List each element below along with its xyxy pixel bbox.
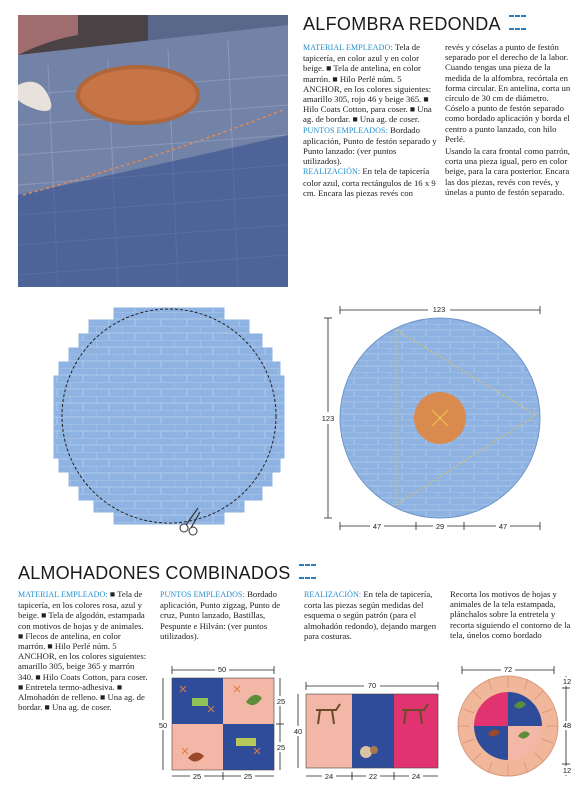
rectangle-cushion-diagram <box>292 680 448 782</box>
dim-top: 50 <box>217 665 227 674</box>
section1-title: ALFOMBRA REDONDA <box>303 14 527 35</box>
material-label: MATERIAL EMPLEADO: <box>303 43 393 52</box>
col2-paragraph2: Usando la cara frontal como patrón, corta una pieza igual, pero en color beige, para la cara posterior. Encara las dos piezas, revés con revés, y únelas a punto de festón separado. <box>445 146 570 197</box>
puntos-label: PUNTOS EMPLEADOS: <box>303 125 388 135</box>
section1-text-col2 <box>445 42 573 197</box>
section2-text-col1 <box>18 589 148 712</box>
dim-left: 50 <box>158 721 168 730</box>
realizacion-text: En tela de tapicería, corta las piezas según medidas del esquema o según patrón (para el almohadón redondo), dejando margen para costuras. <box>304 589 437 641</box>
dim-top: 123 <box>432 305 446 314</box>
col4-text: Recorta los motivos de hojas y animales de la tela estampada, plánchalos sobre la entretela y recorta siguiendo el contorno de la tela, únelos como bordado <box>450 589 571 640</box>
section2-title: ALMOHADONES COMBINADOS <box>18 563 317 584</box>
dim-right-bottom: 12 <box>562 766 572 775</box>
dim-right-bottom: 25 <box>276 743 286 752</box>
puntos-text: Bordado aplicación, Punto de festón separado y Punto lanzado: (ver puntos utilizados). <box>303 124 437 167</box>
dim-right-top: 12 <box>562 677 572 686</box>
dim-bottom-center: 29 <box>435 522 445 531</box>
dim-bottom-left: 25 <box>192 772 202 781</box>
material-text: ■ Tela de tapicería, en los colores rosa, azul y beige. ■ Tela de algodón, estampada con motivos de hojas y de animales. ■ Flecos de antelina, en color marrón. ■ Hilo Perlé núm. 5 ANCHOR, en los colores siguientes: amarillo 305, beige 365 y marrón 340. ■ Hilo Coats Cotton, para coser. ■ Entretela termo-adhesiva. ■ Almohadón de relleno. ■ Una ag. de bordar. ■ Una ag. de coser. <box>18 589 148 713</box>
dim-bottom-left: 47 <box>372 522 382 531</box>
round-cushion-diagram <box>448 664 576 782</box>
dim-bottom-right: 25 <box>243 772 253 781</box>
col2-paragraph1: revés y cóselas a punto de festón separado por el derecho de la labor. Cuando tengas una pieza de la medida de la alfombra, recórtala en forma circular. En antelina, corta un círculo de 30 cm de diámetro. Cóselo a punto de festón separado como bordado aplicación y borda el centro a punto lanzado, con hilo Perlé. <box>445 42 571 144</box>
realizacion-label: REALIZACIÓN: <box>304 590 362 599</box>
dim-top: 72 <box>503 665 513 674</box>
section2-text-col3 <box>304 589 438 641</box>
thread-spools-icon <box>509 14 527 34</box>
dim-top: 70 <box>367 681 377 690</box>
thread-spools-icon <box>299 563 317 583</box>
realizacion-text: En tela de tapicería color azul, corta rectángulos de 16 x 9 cm. Encara las piezas revés con <box>303 166 436 198</box>
brick-outline <box>54 308 284 524</box>
section1-text-col1 <box>303 42 437 198</box>
material-label: MATERIAL EMPLEADO: <box>18 590 108 599</box>
puntos-text: Bordado aplicación, Punto zigzag, Punto de cruz, Punto lanzado, Bastillas, Pespunte e Hilván: (ver puntos utilizados). <box>160 589 281 641</box>
dim-left: 40 <box>293 727 303 736</box>
material-text: Tela de tapicería, en color azul y en color beige. ■ Tela de antelina, en color marrón. ■ Hilo Perlé núm. 5 ANCHOR, en los colores siguientes: amarillo 305, rojo 46 y beige 365. ■ Hilo Coats Cotton, para coser. ■ Una ag. de bordar. ■ Una ag. de coser. <box>303 42 432 125</box>
dim-bottom-right: 47 <box>498 522 508 531</box>
square-cushion-diagram <box>158 664 290 782</box>
realizacion-label: REALIZACIÓN: <box>303 167 361 177</box>
brick-circle-diagram <box>44 298 294 538</box>
puntos-label: PUNTOS EMPLEADOS: <box>160 590 245 599</box>
dim-bottom-center: 22 <box>368 772 378 781</box>
dim-bottom-right: 24 <box>411 772 421 781</box>
dim-left: 123 <box>321 414 335 423</box>
rug-photo <box>18 15 288 287</box>
dim-right-mid: 48 <box>562 721 572 730</box>
section2-text-col4 <box>450 589 572 640</box>
dim-right-top: 25 <box>276 697 286 706</box>
section2-text-col2 <box>160 589 290 641</box>
rug-dimension-diagram <box>318 300 558 540</box>
dim-bottom-left: 24 <box>324 772 334 781</box>
